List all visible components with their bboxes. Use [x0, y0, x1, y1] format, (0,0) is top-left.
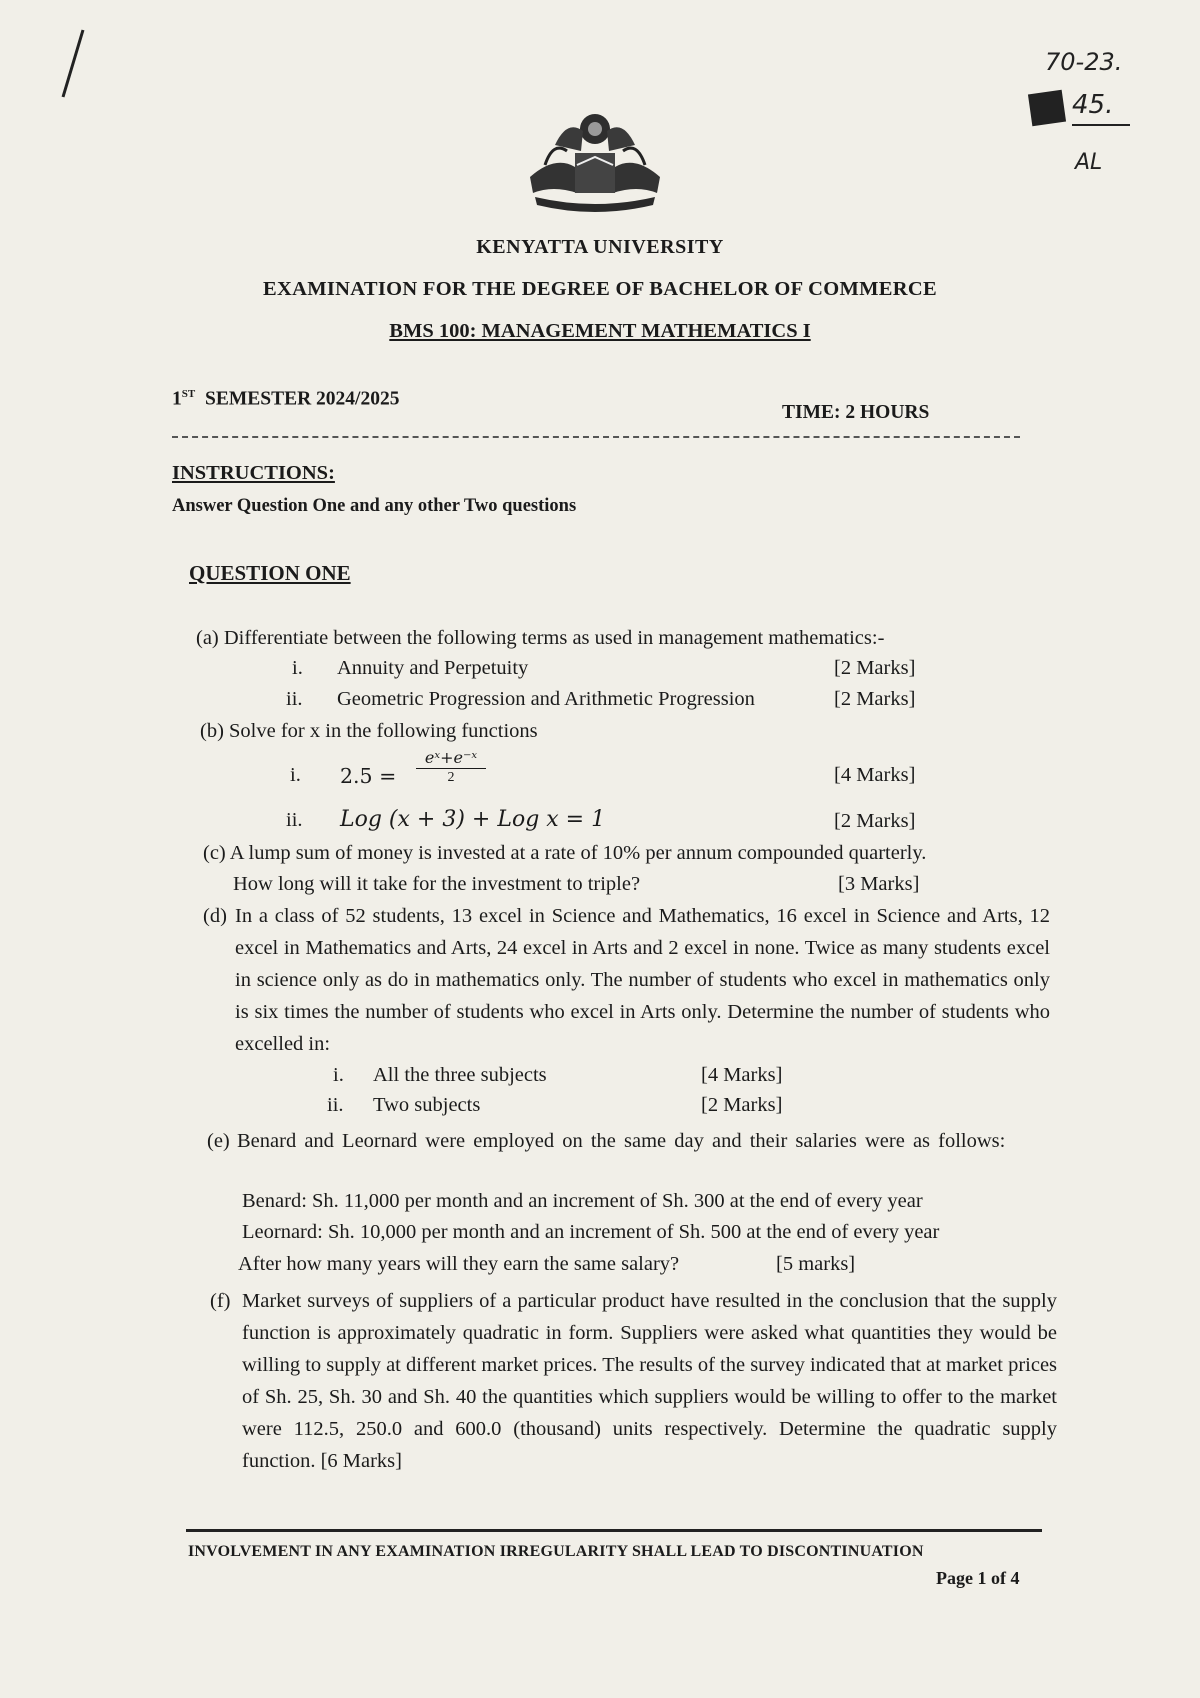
question-b-i-number: i.: [290, 764, 301, 786]
handwritten-note-a: 70-23.: [1045, 48, 1123, 76]
semester-superscript: ST: [181, 388, 196, 400]
exam-title: EXAMINATION FOR THE DEGREE OF BACHELOR OF COMMERCE: [263, 278, 937, 300]
question-c-line1: (c) A lump sum of money is invested at a rate of 10% per annum compounded quarterly.: [203, 842, 927, 864]
question-a-i-marks: [2 Marks]: [834, 657, 916, 679]
question-d-text: In a class of 52 students, 13 excel in Science and Mathematics, 16 excel in Science and Arts, 12 excel in Mathematics and Arts, 24 excel in Arts and 2 excel in none. Twice as many students excel in science only as do in mathematics only. The number of students who excel in mathematics only is six times the number of students who excel in Arts only. Determine the number of students who excelled in:: [235, 905, 1050, 1055]
instructions-text: Answer Question One and any other Two questions: [172, 496, 577, 516]
question-b-ii-equation: Log (x + 3) + Log x = 1: [340, 807, 606, 832]
scribble-mark: [1028, 90, 1066, 126]
handwritten-note-b: 45.: [1072, 90, 1114, 120]
question-a-ii-number: ii.: [286, 688, 303, 710]
question-b-i-lhs: 2.5 =: [340, 764, 397, 788]
semester-number: 1: [172, 388, 182, 410]
question-one-heading: QUESTION ONE: [189, 561, 351, 585]
header-divider: [172, 436, 1020, 438]
question-d-i-marks: [4 Marks]: [701, 1064, 783, 1086]
exam-duration: TIME: 2 HOURS: [782, 402, 930, 423]
handwritten-initials: AL: [1075, 150, 1103, 175]
question-d-i-text: All the three subjects: [373, 1064, 547, 1086]
footer-warning: INVOLVEMENT IN ANY EXAMINATION IRREGULARITY SHALL LEAD TO DISCONTINUATION: [188, 1543, 924, 1560]
semester-text: SEMESTER 2024/2025: [204, 388, 400, 410]
question-f-text: Market surveys of suppliers of a particular product have resulted in the conclusion that the supply function is approximately quadratic in form. Suppliers were asked what quantities they would be willing to supply at different market prices. The results of the survey indicated that at market prices of Sh. 25, Sh. 30 and Sh. 40 the quantities which suppliers would be willing to offer to the market were 112.5, 250.0 and 600.0 (thousand) units respectively. Determine the quadratic supply function. [6 Marks]: [242, 1290, 1058, 1472]
question-a-i-number: i.: [292, 657, 303, 679]
question-a-i-text: Annuity and Perpetuity: [337, 657, 529, 679]
question-b-text: (b) Solve for x in the following functions: [200, 720, 538, 742]
question-c-line2: How long will it take for the investment to triple?: [233, 873, 641, 895]
pen-stroke-mark: [55, 25, 95, 105]
instructions-heading: INSTRUCTIONS:: [172, 462, 335, 484]
question-d-i-number: i.: [333, 1064, 344, 1086]
question-a-ii-text: Geometric Progression and Arithmetic Progression: [337, 688, 755, 710]
handwritten-underline: [1072, 124, 1130, 126]
question-e-question: After how many years will they earn the same salary?: [238, 1253, 680, 1275]
question-f-label: (f): [210, 1290, 231, 1312]
fraction-denominator: 2: [447, 770, 455, 785]
question-b-i-marks: [4 Marks]: [834, 764, 916, 786]
fraction-numerator: eˣ+e⁻ˣ: [424, 748, 478, 767]
question-d-ii-marks: [2 Marks]: [701, 1094, 783, 1116]
question-e-benard: Benard: Sh. 11,000 per month and an increment of Sh. 300 at the end of every year: [242, 1190, 923, 1212]
question-e-text: Benard and Leornard were employed on the same day and their salaries were as follows:: [237, 1130, 1006, 1152]
semester: [172, 388, 399, 411]
question-e-label: (e): [207, 1130, 230, 1152]
question-b-ii-number: ii.: [286, 809, 303, 831]
question-b-ii-marks: [2 Marks]: [834, 810, 916, 832]
university-crest-logo: [515, 105, 675, 215]
question-d-ii-number: ii.: [327, 1094, 344, 1116]
course-title: BMS 100: MANAGEMENT MATHEMATICS I: [389, 320, 811, 342]
footer-rule: [186, 1529, 1042, 1532]
question-d-ii-text: Two subjects: [373, 1094, 481, 1116]
question-a-ii-marks: [2 Marks]: [834, 688, 916, 710]
university-name: KENYATTA UNIVERSITY: [476, 236, 724, 258]
question-a-text: (a) Differentiate between the following terms as used in management mathematics:-: [196, 627, 885, 649]
question-e-marks: [5 marks]: [776, 1253, 856, 1275]
question-c-marks: [3 Marks]: [838, 873, 920, 895]
question-e-leornard: Leornard: Sh. 10,000 per month and an increment of Sh. 500 at the end of every year: [242, 1221, 940, 1243]
question-d-label: (d): [203, 905, 227, 927]
question-b-i-fraction: [416, 748, 486, 787]
page-number: Page 1 of 4: [936, 1568, 1020, 1588]
